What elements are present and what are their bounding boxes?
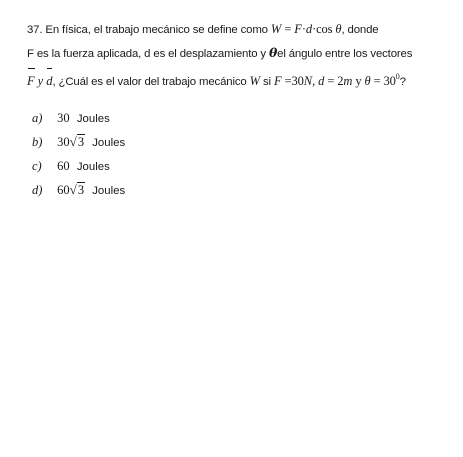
force-f: F <box>273 74 282 88</box>
formula-cos: cos <box>316 22 333 36</box>
question-line-2 <box>27 41 457 65</box>
option-value: 60 <box>57 183 70 197</box>
option-value: 30 <box>57 111 70 125</box>
sqrt-radicand: 3 <box>77 135 85 149</box>
option-letter: b) <box>32 135 43 149</box>
option-d[interactable] <box>32 178 125 202</box>
question-mark: ? <box>399 76 406 88</box>
angle-value: = 30 <box>373 74 396 88</box>
force-unit: N <box>303 74 313 88</box>
formula-equals: = <box>284 22 292 36</box>
theta-symbol: θ <box>268 45 278 60</box>
word-si: si <box>263 76 271 88</box>
sqrt-sign: √ <box>69 182 77 197</box>
displacement-value: = 2 <box>327 74 344 88</box>
connector-y: y <box>37 74 44 88</box>
option-letter: a) <box>32 111 43 125</box>
option-unit: Joules <box>76 113 110 125</box>
option-a[interactable] <box>32 106 125 130</box>
connector-y-2: y <box>355 74 362 88</box>
vector-f: F <box>27 67 35 93</box>
option-b[interactable] <box>32 130 125 154</box>
angle-theta: θ <box>364 74 371 88</box>
option-unit: Joules <box>76 161 110 173</box>
formula-dot-1: · <box>301 22 306 36</box>
question-text-2-end: el ángulo entre los vectores <box>277 48 413 60</box>
question-line-1 <box>27 17 457 41</box>
option-letter: d) <box>32 183 43 197</box>
formula-d: d <box>305 22 313 36</box>
displacement-unit: m <box>343 74 353 88</box>
work-w: W <box>249 74 260 88</box>
question-text-2: F es la fuerza aplicada, d es el desplazamiento y <box>27 48 266 60</box>
force-value: =30 <box>284 74 304 88</box>
displacement-d: d <box>318 74 325 88</box>
sqrt-expression <box>70 130 85 154</box>
question-text-3: , ¿Cuál es el valor del trabajo mecánico <box>52 76 247 88</box>
formula-dot-2: · <box>312 22 317 36</box>
formula-theta: θ <box>335 22 342 36</box>
comma-1: , <box>312 74 316 88</box>
option-value: 30 <box>57 135 70 149</box>
sqrt-expression <box>70 178 85 202</box>
sqrt-sign: √ <box>69 134 77 149</box>
question-number: 37. <box>27 24 43 36</box>
option-unit: Joules <box>92 185 126 197</box>
option-value: 60 <box>57 159 70 173</box>
question-line-3 <box>27 65 457 89</box>
option-unit: Joules <box>92 137 126 149</box>
option-letter: c) <box>32 159 42 173</box>
question-block <box>27 17 457 89</box>
formula-f: F <box>294 22 302 36</box>
formula-w: W <box>270 22 282 36</box>
option-c[interactable] <box>32 154 125 178</box>
question-text-1-end: , donde <box>341 24 379 36</box>
sqrt-radicand: 3 <box>77 183 85 197</box>
vector-d: d <box>46 67 52 93</box>
angle-degree: 0 <box>395 72 400 81</box>
question-text-1: En física, el trabajo mecánico se define como <box>45 24 268 36</box>
answer-options <box>32 106 125 202</box>
